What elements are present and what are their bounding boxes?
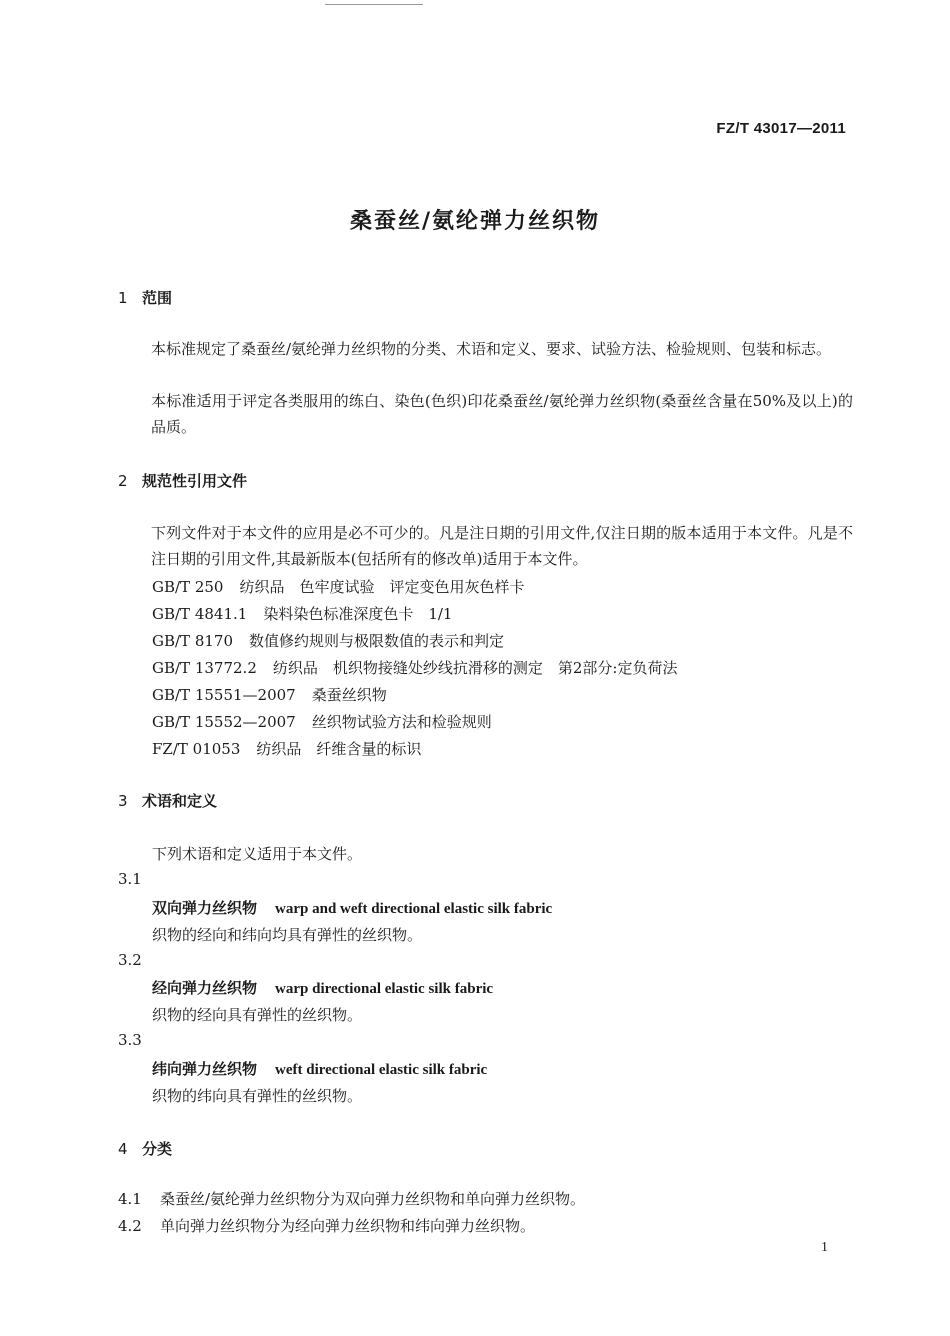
reference-code: GB/T 4841.1 xyxy=(152,605,248,623)
reference-item xyxy=(152,657,677,678)
term-heading xyxy=(152,897,552,918)
section-title: 术语和定义 xyxy=(142,792,218,810)
reference-title: 纺织品 纤维含量的标识 xyxy=(256,740,422,758)
term-zh: 纬向弹力丝织物 xyxy=(152,1060,258,1078)
reference-item xyxy=(152,711,492,732)
section-1-para-1: 本标准规定了桑蚕丝/氨纶弹力丝织物的分类、术语和定义、要求、试验方法、检验规则、包装和标志。 xyxy=(151,340,832,358)
standard-code: FZ/T 43017—2011 xyxy=(716,120,846,137)
reference-title: 数值修约规则与极限数值的表示和判定 xyxy=(249,632,505,650)
reference-item xyxy=(152,576,524,597)
term-number: 3.2 xyxy=(118,951,142,969)
top-divider xyxy=(325,4,423,5)
reference-title: 丝织物试验方法和检验规则 xyxy=(311,713,492,731)
clause-item xyxy=(118,1188,585,1209)
term-heading xyxy=(152,1058,487,1079)
reference-code: GB/T 250 xyxy=(152,578,224,596)
reference-item xyxy=(152,684,387,705)
section-1-heading xyxy=(118,287,172,308)
reference-title: 桑蚕丝织物 xyxy=(311,686,387,704)
section-number: 1 xyxy=(118,289,128,307)
term-en: weft directional elastic silk fabric xyxy=(275,1062,488,1078)
reference-code: FZ/T 01053 xyxy=(152,740,241,758)
reference-title: 纺织品 机织物接缝处纱线抗滑移的测定 第2部分:定负荷法 xyxy=(272,659,678,677)
reference-title: 纺织品 色牢度试验 评定变色用灰色样卡 xyxy=(239,578,525,596)
clause-text: 单向弹力丝织物分为经向弹力丝织物和纬向弹力丝织物。 xyxy=(160,1217,536,1235)
section-number: 3 xyxy=(118,792,128,810)
section-1-para-2: 本标准适用于评定各类服用的练白、染色(色织)印花桑蚕丝/氨纶弹力丝织物(桑蚕丝含量在50%及以上)的品质。 xyxy=(151,392,853,436)
page-number: 1 xyxy=(821,1240,828,1255)
term-number: 3.1 xyxy=(118,870,142,888)
reference-code: GB/T 13772.2 xyxy=(152,659,257,677)
clause-text: 桑蚕丝/氨纶弹力丝织物分为双向弹力丝织物和单向弹力丝织物。 xyxy=(160,1190,586,1208)
section-2-intro: 下列文件对于本文件的应用是必不可少的。凡是注日期的引用文件,仅注日期的版本适用于本文件。凡是不注日期的引用文件,其最新版本(包括所有的修改单)适用于本文件。 xyxy=(151,524,853,568)
section-2-heading xyxy=(118,470,247,491)
clause-number: 4.2 xyxy=(118,1217,142,1235)
reference-item xyxy=(152,630,504,651)
term-definition: 织物的经向具有弹性的丝织物。 xyxy=(152,1006,363,1024)
section-title: 分类 xyxy=(142,1140,173,1158)
clause-item xyxy=(118,1215,535,1236)
section-number: 2 xyxy=(118,472,128,490)
section-title: 规范性引用文件 xyxy=(142,472,248,490)
reference-code: GB/T 15551—2007 xyxy=(152,686,296,704)
term-en: warp and weft directional elastic silk fabric xyxy=(275,901,553,917)
section-title: 范围 xyxy=(142,289,173,307)
term-definition: 织物的纬向具有弹性的丝织物。 xyxy=(152,1087,363,1105)
term-en: warp directional elastic silk fabric xyxy=(275,981,494,997)
page-title: 桑蚕丝/氨纶弹力丝织物 xyxy=(349,209,601,234)
term-zh: 双向弹力丝织物 xyxy=(152,899,258,917)
section-3-heading xyxy=(118,790,217,811)
term-heading xyxy=(152,977,493,998)
section-4-heading xyxy=(118,1138,172,1159)
reference-title: 染料染色标准深度色卡 1/1 xyxy=(263,605,453,623)
reference-code: GB/T 15552—2007 xyxy=(152,713,296,731)
term-zh: 经向弹力丝织物 xyxy=(152,979,258,997)
term-definition: 织物的经向和纬向均具有弹性的丝织物。 xyxy=(152,926,423,944)
section-number: 4 xyxy=(118,1140,128,1158)
reference-code: GB/T 8170 xyxy=(152,632,234,650)
reference-item xyxy=(152,603,452,624)
reference-item xyxy=(152,738,421,759)
clause-number: 4.1 xyxy=(118,1190,142,1208)
term-number: 3.3 xyxy=(118,1031,142,1049)
section-3-intro: 下列术语和定义适用于本文件。 xyxy=(152,845,363,863)
